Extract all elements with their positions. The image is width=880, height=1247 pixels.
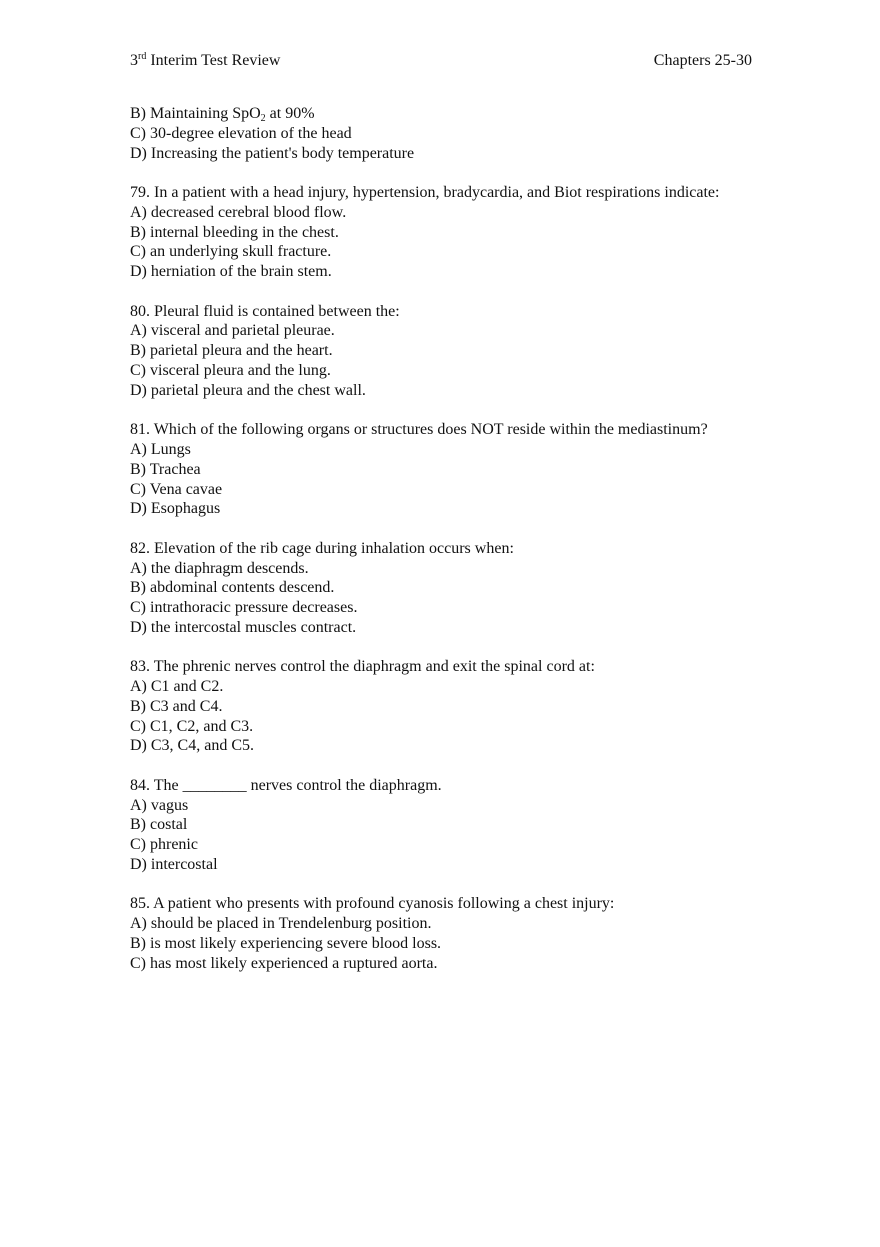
subscript: 2 xyxy=(260,113,266,124)
option-line: C) an underlying skull fracture. xyxy=(130,243,332,261)
option-line: C) C1, C2, and C3. xyxy=(130,717,254,735)
page-header xyxy=(130,52,752,74)
question-text: 82. Elevation of the rib cage during inhalation occurs when: xyxy=(130,539,514,557)
header-title-superscript: rd xyxy=(138,51,147,62)
question-text: 81. Which of the following organs or structures does NOT reside within the mediastinum? xyxy=(130,421,708,439)
option-text: at 90% xyxy=(265,105,315,122)
question-85 xyxy=(130,894,730,973)
question-82 xyxy=(130,539,730,638)
option-line: A) C1 and C2. xyxy=(130,678,224,696)
header-title xyxy=(130,52,280,70)
option-line: D) Esophagus xyxy=(130,500,221,518)
option-line: C) intrathoracic pressure decreases. xyxy=(130,599,358,617)
option-line: B) abdominal contents descend. xyxy=(130,579,335,597)
question-80 xyxy=(130,302,730,401)
question-84 xyxy=(130,776,730,875)
option-line: B) is most likely experiencing severe blood loss. xyxy=(130,935,442,953)
option-line: D) the intercostal muscles contract. xyxy=(130,618,357,636)
option-line: D) C3, C4, and C5. xyxy=(130,737,254,755)
header-chapters: Chapters 25-30 xyxy=(653,52,752,69)
question-81 xyxy=(130,420,730,519)
option-line: C) Vena cavae xyxy=(130,480,223,498)
header-title-number: 3 xyxy=(130,52,138,69)
option-line xyxy=(130,104,730,124)
option-line: C) phrenic xyxy=(130,836,198,854)
question-text: 83. The phrenic nerves control the diaphragm and exit the spinal cord at: xyxy=(130,658,595,676)
question-text: 85. A patient who presents with profound cyanosis following a chest injury: xyxy=(130,895,615,913)
question-text: 84. The ________ nerves control the diaphragm. xyxy=(130,776,442,794)
question-83 xyxy=(130,657,730,756)
option-line: C) visceral pleura and the lung. xyxy=(130,361,331,379)
option-line: B) C3 and C4. xyxy=(130,697,223,715)
option-line: A) the diaphragm descends. xyxy=(130,559,309,577)
option-line: B) Trachea xyxy=(130,460,201,478)
option-line: C) has most likely experienced a ruptured aorta. xyxy=(130,954,438,972)
option-line: B) internal bleeding in the chest. xyxy=(130,223,339,241)
option-line: B) parietal pleura and the heart. xyxy=(130,342,333,360)
option-line: D) parietal pleura and the chest wall. xyxy=(130,381,366,399)
option-line: B) costal xyxy=(130,816,188,834)
carryover-options xyxy=(130,104,730,163)
option-line: A) visceral and parietal pleurae. xyxy=(130,322,335,340)
option-line: A) vagus xyxy=(130,796,189,814)
option-text: B) Maintaining SpO xyxy=(130,105,261,122)
header-title-text: Interim Test Review xyxy=(146,52,281,69)
option-line: A) Lungs xyxy=(130,440,191,458)
option-line: A) decreased cerebral blood flow. xyxy=(130,203,347,221)
option-line: D) intercostal xyxy=(130,856,218,874)
option-line: C) 30-degree elevation of the head xyxy=(130,124,352,142)
question-text: 80. Pleural fluid is contained between the: xyxy=(130,302,400,320)
question-list xyxy=(130,104,730,974)
option-line: D) Increasing the patient's body temperature xyxy=(130,144,415,162)
question-79 xyxy=(130,183,730,282)
option-line: D) herniation of the brain stem. xyxy=(130,263,332,281)
question-text: 79. In a patient with a head injury, hypertension, bradycardia, and Biot respirations indicate: xyxy=(130,183,720,201)
option-line: A) should be placed in Trendelenburg position. xyxy=(130,915,432,933)
